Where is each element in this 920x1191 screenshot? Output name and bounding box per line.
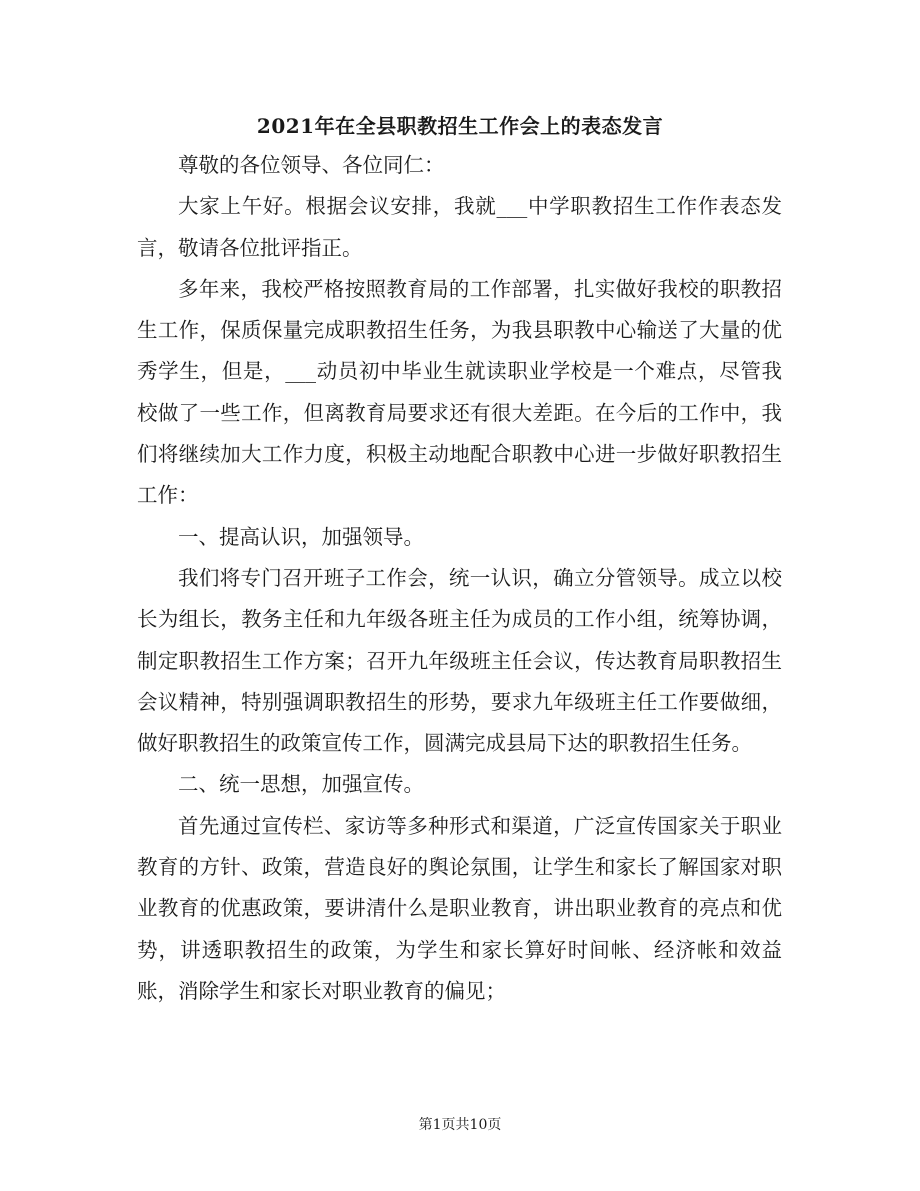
background-paragraph: 多年来，我校严格按照教育局的工作部署，扎实做好我校的职教招生工作，保质保量完成职教招生任务，为我县职教中心输送了大量的优秀学生，但是，___动员初中毕业生就读职业学校是一个难点，尽管我校做了一些工作，但离教育局要求还有很大差距。在今后的工作中，我们将继续加大工作力度，积极主动地配合职教中心进一步做好职教招生工作： (137, 276, 782, 508)
salutation-paragraph: 尊敬的各位领导、各位同仁： (178, 153, 445, 177)
document-title: 2021年在全县职教招生工作会上的表态发言 (256, 114, 664, 138)
section-1-paragraph: 我们将专门召开班子工作会，统一认识，确立分管领导。成立以校长为组长，教务主任和九年级各班主任为成员的工作小组，统筹协调，制定职教招生工作方案；召开九年级班主任会议，传达教育局职教招生会议精神，特别强调职教招生的形势，要求九年级班主任工作要做细，做好职教招生的政策宣传工作，圆满完成县局下达的职教招生任务。 (137, 565, 782, 756)
document-body (137, 145, 782, 1012)
page-number-footer: 第1页共10页 (418, 1117, 502, 1133)
section-heading-2: 二、统一思想，加强宣传。 (178, 772, 424, 797)
section-2-paragraph: 首先通过宣传栏、家访等多种形式和渠道，广泛宣传国家关于职业教育的方针、政策，营造良好的舆论氛围，让学生和家长了解国家对职业教育的优惠政策，要讲清什么是职业教育，讲出职业教育的亮点和优势，讲透职教招生的政策，为学生和家长算好时间帐、经济帐和效益账，消除学生和家长对职业教育的偏见； (137, 813, 782, 1003)
greeting-paragraph: 大家上午好。根据会议安排，我就___中学职教招生工作作表态发言，敬请各位批评指正。 (137, 194, 782, 260)
section-heading-1: 一、提高认识，加强领导。 (178, 524, 424, 549)
